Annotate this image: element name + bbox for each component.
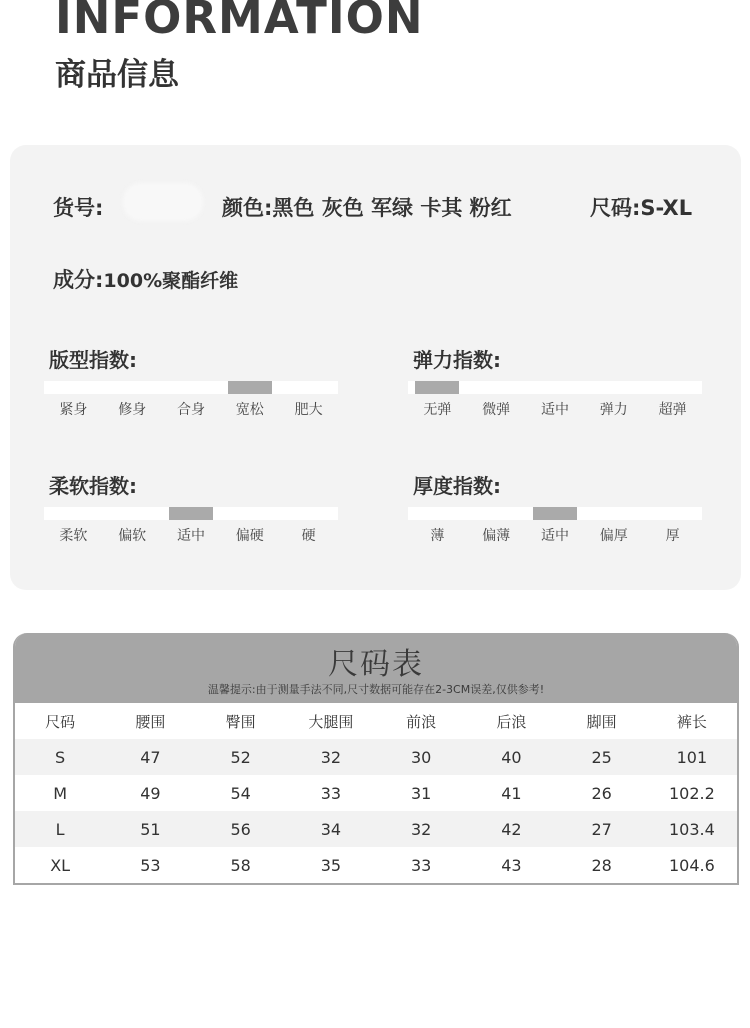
thickness-scale-segment	[526, 507, 585, 520]
thickness-scale-fill	[533, 507, 577, 520]
fit-index-title: 版型指数:	[49, 348, 137, 372]
softness-scale-fill	[51, 507, 95, 520]
table-cell: 32	[410, 819, 432, 839]
size-table-header-cell: 前浪	[406, 712, 437, 731]
size-table-header-cell: 裤长	[676, 712, 707, 731]
elastic-scale-fill	[651, 381, 695, 394]
size-value: S-XL	[640, 196, 693, 220]
elastic-scale-label: 微弹	[482, 402, 511, 418]
table-cell: 47	[140, 747, 161, 767]
thickness-scale-segment	[643, 507, 702, 520]
elastic-scale-segment	[467, 381, 526, 394]
table-cell: 58	[230, 855, 251, 875]
table-row	[15, 775, 737, 811]
softness-scale-segment	[44, 507, 103, 520]
elastic-scale-segment	[584, 381, 643, 394]
table-cell: 43	[501, 855, 522, 875]
table-cell: L	[55, 819, 65, 839]
material-label: 成分:	[53, 268, 104, 292]
size-chart-note: 温馨提示:由于测量手法不同,尺寸数据可能存在2-3CM误差,仅供参考!	[207, 683, 545, 696]
elastic-scale-bar	[408, 381, 702, 394]
softness-index	[44, 470, 344, 560]
table-cell: 33	[410, 855, 432, 875]
color-value: 黑色 灰色 军绿 卡其 粉红	[272, 196, 512, 220]
color-line	[222, 192, 512, 222]
table-row	[15, 811, 737, 847]
fit-scale-segment	[162, 381, 221, 394]
softness-scale-label: 偏硬	[235, 528, 264, 544]
thickness-scale-fill	[415, 507, 459, 520]
material-line	[53, 264, 238, 294]
elastic-index	[408, 344, 708, 434]
elastic-scale-label: 弹力	[599, 402, 628, 418]
softness-scale-fill	[169, 507, 213, 520]
size-table-header-cell: 腰围	[135, 712, 166, 731]
softness-scale-segment	[103, 507, 162, 520]
table-cell: 56	[230, 819, 251, 839]
elastic-scale-segment	[526, 381, 585, 394]
table-cell: 101	[676, 747, 708, 767]
size-table-header-row	[15, 703, 737, 739]
table-cell: 28	[591, 855, 612, 875]
fit-scale-label: 紧身	[59, 402, 88, 418]
thickness-index-title: 厚度指数:	[413, 474, 501, 498]
elastic-scale-label: 无弹	[423, 402, 452, 418]
table-cell: 51	[140, 819, 161, 839]
table-cell: 31	[410, 783, 432, 803]
table-cell: 40	[501, 747, 522, 767]
thickness-scale-label: 厚	[665, 528, 680, 544]
elastic-scale-fill	[474, 381, 518, 394]
size-chart-title: 尺码表	[328, 647, 424, 682]
elastic-scale-label: 适中	[540, 402, 569, 418]
thickness-scale-fill	[651, 507, 695, 520]
softness-index-title: 柔软指数:	[49, 474, 137, 498]
size-table-header-cell: 臀围	[225, 712, 256, 731]
size-table	[15, 703, 737, 883]
table-cell: 49	[140, 783, 161, 803]
table-cell: 34	[320, 819, 342, 839]
fit-scale-segment	[103, 381, 162, 394]
page-title-en: INFORMATION	[55, 0, 424, 44]
elastic-scale-segment	[643, 381, 702, 394]
table-cell: 103.4	[668, 819, 715, 839]
table-cell: 52	[230, 747, 251, 767]
softness-scale-fill	[228, 507, 272, 520]
table-cell: 26	[591, 783, 612, 803]
table-cell: 35	[320, 855, 342, 875]
fit-index	[44, 344, 344, 434]
table-cell: 30	[410, 747, 432, 767]
table-cell: 42	[501, 819, 522, 839]
table-cell: 102.2	[668, 783, 715, 803]
table-row	[15, 847, 737, 883]
thickness-scale-fill	[592, 507, 636, 520]
softness-scale-segment	[220, 507, 279, 520]
thickness-scale-label: 适中	[540, 528, 569, 544]
softness-scale-fill	[287, 507, 331, 520]
thickness-scale-bar	[408, 507, 702, 520]
fit-scale-segment	[279, 381, 338, 394]
table-cell: 32	[320, 747, 342, 767]
softness-scale-label: 偏软	[118, 528, 147, 544]
item-no-redacted	[123, 183, 203, 221]
elastic-index-title: 弹力指数:	[413, 348, 501, 372]
softness-scale-fill	[110, 507, 154, 520]
thickness-scale-label: 偏厚	[599, 528, 628, 544]
item-no-label: 货号:	[53, 196, 104, 220]
table-cell: S	[55, 747, 66, 767]
fit-scale-label: 肥大	[294, 402, 323, 418]
fit-scale-fill	[169, 381, 213, 394]
fit-scale-label: 宽松	[235, 402, 264, 418]
table-cell: 104.6	[668, 855, 715, 875]
softness-scale-segment	[162, 507, 221, 520]
size-table-header-cell: 脚围	[586, 712, 617, 731]
fit-scale-label: 修身	[118, 402, 147, 418]
softness-scale-bar	[44, 507, 338, 520]
softness-scale-label: 硬	[301, 528, 316, 544]
product-info-card	[10, 145, 741, 590]
table-cell: 27	[591, 819, 612, 839]
fit-scale-label: 合身	[176, 402, 205, 418]
thickness-scale-segment	[467, 507, 526, 520]
softness-scale-label: 柔软	[59, 528, 88, 544]
fit-scale-fill	[51, 381, 95, 394]
fit-scale-segment	[44, 381, 103, 394]
size-table-header-cell: 尺码	[45, 712, 76, 731]
thickness-scale-segment	[408, 507, 467, 520]
table-cell: 54	[230, 783, 251, 803]
size-label: 尺码:	[590, 196, 641, 220]
material-value: 100%聚酯纤维	[103, 270, 239, 292]
table-cell: XL	[50, 855, 71, 875]
size-chart-header	[15, 633, 737, 703]
elastic-scale-labels	[408, 399, 702, 419]
softness-scale-labels	[44, 525, 338, 545]
fit-scale-fill	[287, 381, 331, 394]
size-table-header-cell: 后浪	[496, 712, 527, 731]
elastic-scale-fill	[533, 381, 577, 394]
table-cell: M	[53, 783, 68, 803]
size-line	[590, 192, 692, 222]
elastic-scale-fill	[415, 381, 459, 394]
table-row	[15, 739, 737, 775]
table-cell: 53	[140, 855, 161, 875]
fit-scale-fill	[110, 381, 154, 394]
fit-scale-labels	[44, 399, 338, 419]
table-cell: 41	[501, 783, 522, 803]
thickness-index	[408, 470, 708, 560]
thickness-scale-label: 偏薄	[482, 528, 511, 544]
elastic-scale-label: 超弹	[658, 402, 687, 418]
page-title-cn: 商品信息	[55, 57, 179, 93]
softness-scale-label: 适中	[176, 528, 205, 544]
size-chart	[13, 633, 739, 885]
size-table-header-cell: 大腿围	[308, 712, 354, 731]
table-cell: 33	[320, 783, 342, 803]
table-cell: 25	[591, 747, 612, 767]
thickness-scale-label: 薄	[430, 528, 445, 544]
size-table-body	[15, 739, 737, 883]
fit-scale-bar	[44, 381, 338, 394]
elastic-scale-fill	[592, 381, 636, 394]
fit-scale-fill	[228, 381, 272, 394]
softness-scale-segment	[279, 507, 338, 520]
thickness-scale-segment	[584, 507, 643, 520]
elastic-scale-segment	[408, 381, 467, 394]
thickness-scale-labels	[408, 525, 702, 545]
color-label: 颜色:	[222, 196, 273, 220]
fit-scale-segment	[220, 381, 279, 394]
thickness-scale-fill	[474, 507, 518, 520]
